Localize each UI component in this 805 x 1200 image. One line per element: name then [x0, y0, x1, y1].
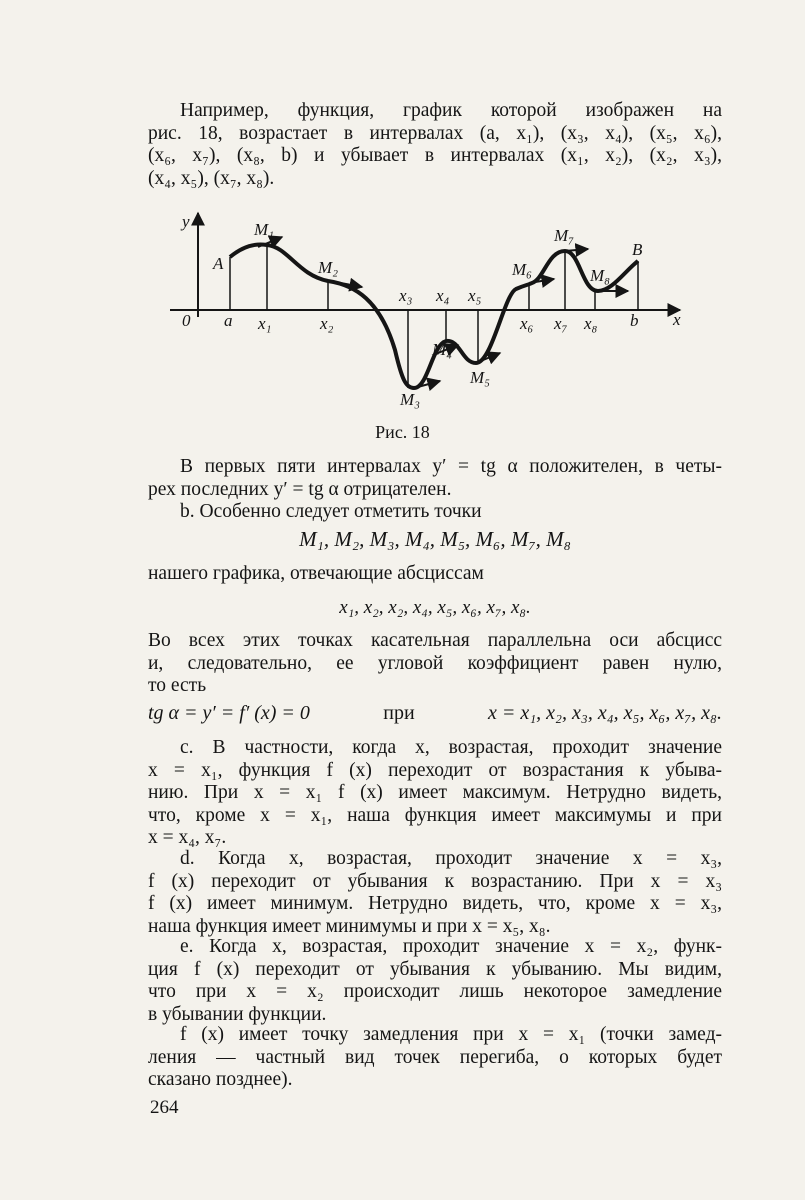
label-M6: M₆: [512, 260, 533, 279]
para-b2-line: нашего графика, отвечающие абсциссам: [148, 563, 484, 584]
abscissa-list: x₁, x₂, x₂, x₄, x₅, x₆, x₇, x₈.: [339, 597, 531, 618]
equation-row: [148, 702, 722, 725]
para-a-line-2: рех последних y′ = tg α отрицателен.: [148, 478, 452, 500]
label-x4: x₄: [436, 286, 450, 305]
tangent-arrows: [258, 237, 628, 388]
label-x7: x₇: [554, 314, 568, 333]
label-x1: x₁: [258, 314, 272, 333]
paragraph-tangent: [148, 630, 722, 698]
para-e-line-2: ция f (x) переходит от убывания к убыванию. Мы видим,: [148, 958, 722, 980]
equation-left: tg α = y′ = f′ (x) = 0: [148, 702, 310, 724]
para-c-line-3: нию. При x = x₁ f (x) имеет максимум. Нетрудно видеть,: [148, 782, 722, 803]
label-M2: M₂: [318, 258, 339, 277]
paragraph-b2: [148, 563, 722, 586]
label-x3: x₃: [399, 286, 413, 305]
ordinate-lines: [230, 245, 638, 388]
paragraph-a: [148, 456, 722, 524]
page-number: 264: [150, 1097, 179, 1118]
label-M1: M₁: [254, 220, 275, 239]
paragraph-f: [148, 1024, 722, 1092]
label-origin: 0: [182, 311, 191, 330]
label-x6: x₆: [520, 314, 534, 333]
para-c-line-5: x = x₄, x₇.: [148, 827, 227, 848]
equation-right: x = x₁, x₂, x₃, x₄, x₅, x₆, x₇, x₈.: [487, 702, 722, 724]
label-x5: x₅: [468, 286, 482, 305]
intro-line-1: Например, функция, график которой изображен на: [180, 100, 722, 121]
para-a-line-1: В первых пяти интервалах y′ = tg α положителен, в четы-: [180, 456, 722, 477]
para-d-line-1: d. Когда x, возрастая, проходит значение x = x₃,: [180, 848, 722, 869]
label-M3: M₃: [400, 390, 421, 409]
para-c-line-2: x = x₁, функция f (x) переходит от возрастания к убыва-: [148, 759, 722, 781]
para-d-line-4: наша функция имеет минимумы и при x = x₅, x₈.: [148, 915, 551, 937]
para-e-line-1: e. Когда x, возрастая, проходит значение x = x₂, функ-: [180, 936, 722, 957]
tangent-line-3: то есть: [148, 675, 207, 696]
label-B: B: [632, 240, 643, 259]
label-y: y: [182, 212, 190, 231]
label-x: x: [673, 310, 681, 329]
label-x2: x₂: [320, 314, 334, 333]
para-f-line-3: сказано позднее).: [148, 1069, 293, 1090]
equation-word: при: [383, 702, 415, 724]
figure-18-graph: [170, 205, 690, 410]
para-e-line-4: в убывании функции.: [148, 1003, 327, 1025]
para-c-line-4: что, кроме x = x₁, наша функция имеет максимумы и при: [148, 804, 722, 826]
label-M4: M₄: [432, 340, 453, 359]
intro-line-2: рис. 18, возрастает в интервалах (a, x₁), (x₃, x₄), (x₅, x₆),: [148, 122, 722, 144]
tangent-line-1: Во всех этих точках касательная параллельна оси абсцисс: [148, 630, 722, 651]
intro-paragraph: [148, 100, 722, 190]
label-M7: M₇: [554, 226, 575, 245]
para-e-line-3: что при x = x₂ происходит лишь некоторое замедление: [148, 981, 722, 1002]
label-b: b: [630, 311, 639, 330]
para-b-intro: b. Особенно следует отметить точки: [180, 501, 482, 522]
label-M8: M₈: [590, 266, 611, 285]
para-f-line-2: ления — частный вид точек перегиба, о которых будет: [148, 1046, 722, 1068]
paragraph-c: [148, 737, 722, 850]
points-list: M₁, M₂, M₃, M₄, M₅, M₆, M₇, M₈: [299, 527, 571, 551]
label-A: A: [213, 254, 224, 273]
label-a: a: [224, 311, 233, 330]
para-f-line-1: f (x) имеет точку замедления при x = x₁ (точки замед-: [180, 1024, 722, 1045]
label-M5: M₅: [470, 368, 491, 387]
figure-caption: Рис. 18: [375, 422, 430, 442]
function-curve: [230, 245, 638, 389]
paragraph-e: [148, 936, 722, 1026]
intro-line-3: (x₆, x₇), (x₈, b) и убывает в интервалах (x₁, x₂), (x₂, x₃),: [148, 145, 722, 166]
paragraph-d: [148, 848, 722, 938]
label-x8: x₈: [584, 314, 598, 333]
para-d-line-2: f (x) переходит от убывания к возрастанию. При x = x₃: [148, 870, 722, 892]
intro-line-4: (x₄, x₅), (x₇, x₈).: [148, 167, 275, 189]
para-d-line-3: f (x) имеет минимум. Нетрудно видеть, что, кроме x = x₃,: [148, 893, 722, 914]
para-c-line-1: c. В частности, когда x, возрастая, проходит значение: [180, 737, 722, 758]
tangent-line-2: и, следовательно, ее угловой коэффициент равен нулю,: [148, 652, 722, 674]
